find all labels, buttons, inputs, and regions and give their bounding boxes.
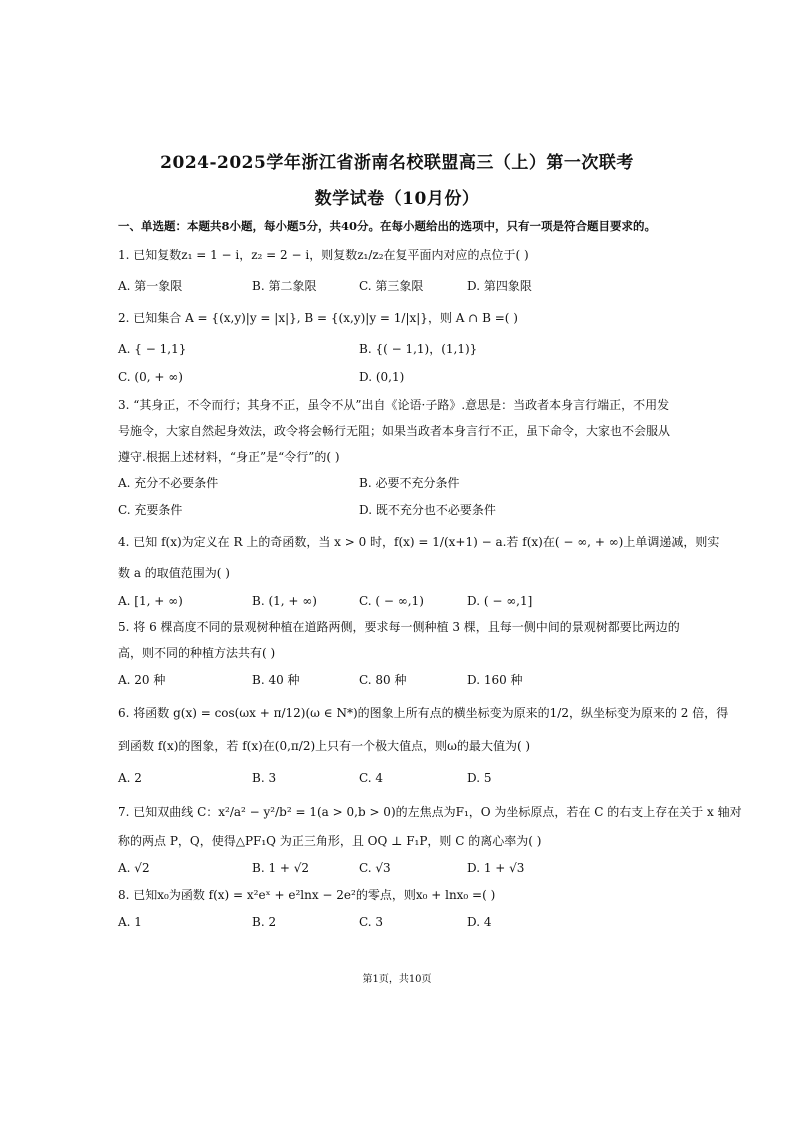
q5-option-d: D. 160 种: [467, 673, 523, 687]
question-3-line-2: 号施令，大家自然起身效法，政令将会畅行无阻；如果当政者本身言行不正，虽下命令，大家也不会服从: [118, 424, 671, 438]
q2-option-d: D. (0,1): [359, 370, 405, 384]
q3-option-d: D. 既不充分也不必要条件: [359, 503, 496, 517]
q8-option-a: A. 1: [118, 915, 142, 929]
question-6-line-1: 6. 将函数 g(x) = cos(ωx + π/12)(ω ∈ N*)的图象上所有点的横坐标变为原来的1/2，纵坐标变为原来的 2 倍，得: [118, 706, 729, 720]
q4-option-a: A. [1, + ∞): [118, 594, 183, 608]
q6-option-a: A. 2: [118, 771, 142, 785]
question-5-line-2: 高，则不同的种植方法共有( ): [118, 646, 276, 660]
q4-option-c: C. ( − ∞,1): [359, 594, 424, 608]
question-3-line-1: 3. “其身正，不令而行；其身不正，虽令不从”出自《论语·子路》.意思是：当政者本身言行端正，不用发: [118, 398, 670, 412]
q5-option-c: C. 80 种: [359, 673, 407, 687]
question-4-line-1: 4. 已知 f(x)为定义在 R 上的奇函数，当 x > 0 时，f(x) = 1/(x+1) − a.若 f(x)在( − ∞, + ∞)上单调递减，则实: [118, 535, 720, 549]
q1-option-c: C. 第三象限: [359, 279, 424, 293]
q1-option-b: B. 第二象限: [252, 279, 317, 293]
q6-option-b: B. 3: [252, 771, 277, 785]
q5-option-b: B. 40 种: [252, 673, 300, 687]
q2-option-a: A. { − 1,1}: [118, 342, 187, 356]
q2-option-b: B. {( − 1,1)，(1,1)}: [359, 342, 478, 356]
page-footer: 第1页，共10页: [362, 974, 432, 985]
section-heading: 一、单选题：本题共8小题，每小题5分，共40分。在每小题给出的选项中，只有一项是符合题目要求的。: [118, 219, 657, 233]
question-4-line-2: 数 a 的取值范围为( ): [118, 566, 230, 580]
q6-option-c: C. 4: [359, 771, 384, 785]
q1-option-d: D. 第四象限: [467, 279, 532, 293]
question-5-line-1: 5. 将 6 棵高度不同的景观树种植在道路两侧，要求每一侧种植 3 棵，且每一侧中间的景观树都要比两边的: [118, 620, 680, 634]
question-8-text: 8. 已知x₀为函数 f(x) = x²eˣ + e²lnx − 2e²的零点，则x₀ + lnx₀ =( ): [118, 888, 496, 902]
exam-subtitle: 数学试卷（10月份）: [314, 189, 480, 209]
q7-option-d: D. 1 + √3: [467, 861, 525, 875]
q7-option-c: C. √3: [359, 861, 391, 875]
q8-option-d: D. 4: [467, 915, 492, 929]
question-7-line-1: 7. 已知双曲线 C：x²/a² − y²/b² = 1(a > 0,b > 0)的左焦点为F₁，O 为坐标原点，若在 C 的右支上存在关于 x 轴对: [118, 805, 742, 819]
q3-option-a: A. 充分不必要条件: [118, 476, 219, 490]
q4-option-b: B. (1, + ∞): [252, 594, 317, 608]
q5-option-a: A. 20 种: [118, 673, 166, 687]
q2-option-c: C. (0, + ∞): [118, 370, 183, 384]
q8-option-b: B. 2: [252, 915, 277, 929]
question-3-line-3: 遵守.根据上述材料，“身正”是“令行”的( ): [118, 450, 340, 464]
q7-option-a: A. √2: [118, 861, 150, 875]
q7-option-b: B. 1 + √2: [252, 861, 310, 875]
question-6-line-2: 到函数 f(x)的图象，若 f(x)在(0,π/2)上只有一个极大值点，则ω的最大值为( ): [118, 739, 531, 753]
q6-option-d: D. 5: [467, 771, 492, 785]
q4-option-d: D. ( − ∞,1]: [467, 594, 533, 608]
q8-option-c: C. 3: [359, 915, 384, 929]
exam-title: 2024-2025学年浙江省浙南名校联盟高三（上）第一次联考: [160, 153, 634, 173]
question-1-text: 1. 已知复数z₁ = 1 − i，z₂ = 2 − i，则复数z₁/z₂在复平面内对应的点位于( ): [118, 248, 529, 262]
q1-option-a: A. 第一象限: [118, 279, 183, 293]
q3-option-c: C. 充要条件: [118, 503, 183, 517]
q3-option-b: B. 必要不充分条件: [359, 476, 460, 490]
question-2-text: 2. 已知集合 A = {(x,y)|y = |x|}, B = {(x,y)|y = 1/|x|}，则 A ∩ B =( ): [118, 311, 518, 325]
question-7-line-2: 称的两点 P，Q，使得△PF₁Q 为正三角形，且 OQ ⊥ F₁P，则 C 的离心率为( ): [118, 834, 542, 848]
